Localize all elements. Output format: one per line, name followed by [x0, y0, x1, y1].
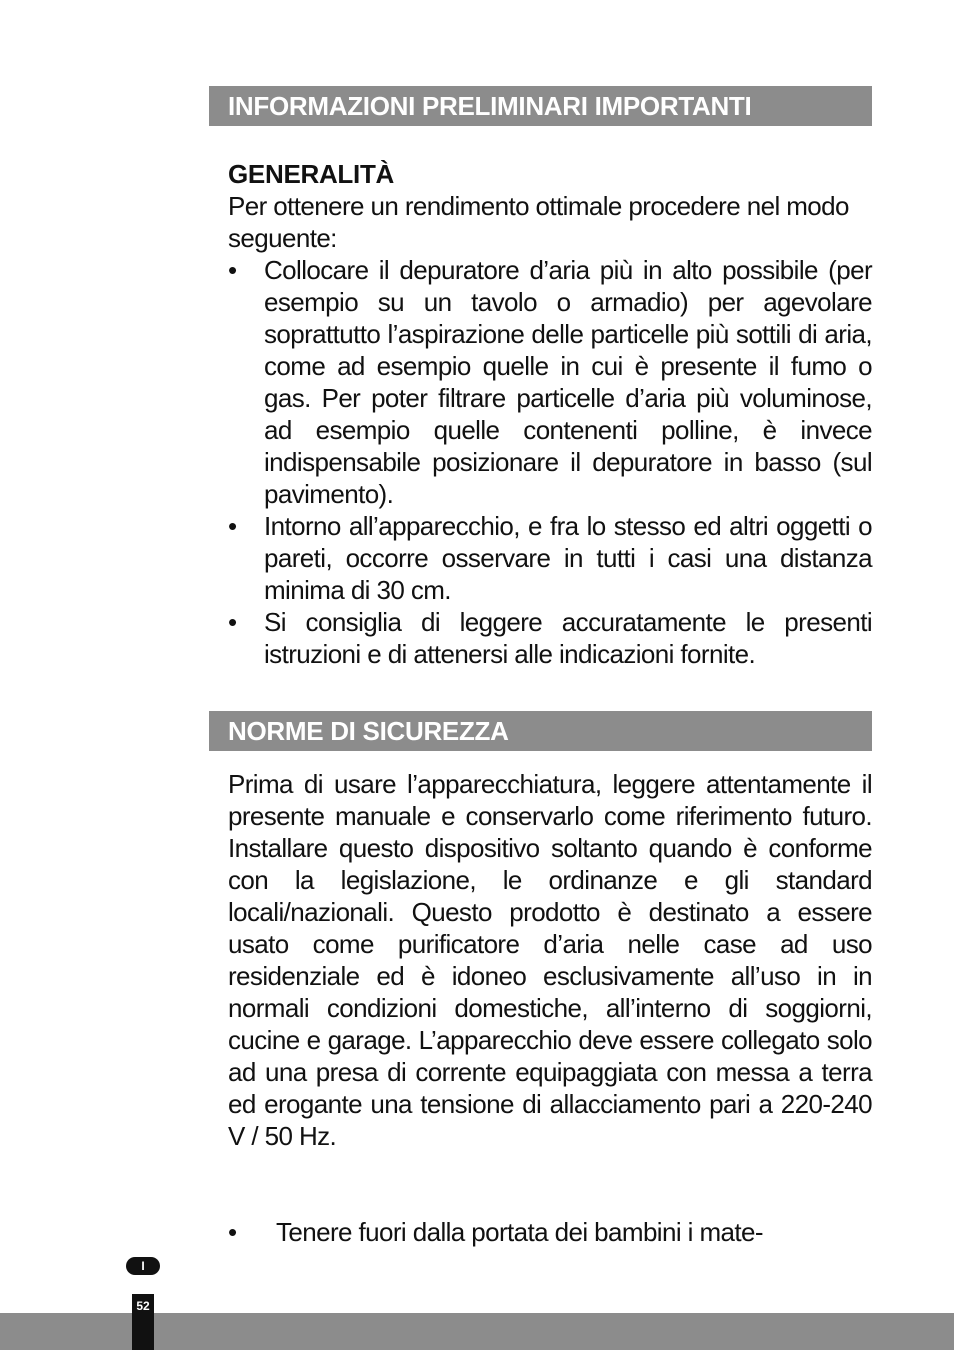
section-header-informazioni	[209, 86, 872, 126]
norme-section	[228, 768, 872, 1152]
bullet-icon: •	[228, 511, 237, 541]
section-title: INFORMAZIONI PRELIMINARI IMPORTANTI	[228, 91, 752, 121]
bullet-icon: •	[228, 255, 237, 285]
generalita-section	[228, 158, 872, 670]
bullet-icon: •	[228, 607, 237, 637]
safety-paragraph: Prima di usare l’apparecchiatura, leggere attentamente il presente manuale e conservarlo come riferimento futuro. Installare questo dispositivo soltanto quando è conforme con la legislazione, le ordinanze e gli standard locali/nazionali. Questo prodotto è destinato a essere usato come purificatore d’aria nelle case ad uso residenziale ed è idoneo esclusivamente all’uso in in normali condizioni domestiche, all’interno di soggiorni, cucine e garage. L’apparecchio deve essere collegato solo ad una presa di corrente equipaggiata con messa a terra ed erogante una tensione di allacciamento pari a 220-240 V / 50 Hz.	[228, 769, 872, 1151]
section-title: NORME DI SICUREZZA	[228, 716, 509, 746]
bullet-icon: •	[228, 1217, 237, 1247]
list-item-text: Intorno all’apparecchio, e fra lo stesso ed altri oggetti o pareti, occorre osservare in tutti i casi una distanza minima di 30 cm.	[264, 511, 872, 605]
intro-paragraph: Per ottenere un rendimento ottimale procedere nel modo seguente:	[228, 191, 849, 253]
list-item-text: Tenere fuori dalla portata dei bambini i mate-	[276, 1217, 763, 1247]
language-badge: I	[126, 1257, 160, 1275]
list-item	[228, 606, 872, 670]
list-item-text: Si consiglia di leggere accuratamente le presenti istruzioni e di attenersi alle indicazioni fornite.	[264, 607, 872, 669]
instruction-list	[228, 254, 872, 670]
list-item-text: Collocare il depuratore d’aria più in alto possibile (per esempio su un tavolo o armadio) per agevolare soprattutto l’aspirazione delle particelle più sottili di aria, come ad esempio quelle in cui è presente il fumo o gas. Per poter filtrare particelle d’aria più voluminose, ad esempio quelle contenenti polline, è invece indispensabile posizionare il depuratore in basso (sul pavimento).	[264, 255, 872, 509]
list-item	[228, 254, 872, 510]
list-item	[228, 510, 872, 606]
subheading-generalita: GENERALITÀ	[228, 159, 395, 189]
section-header-norme	[209, 711, 872, 751]
list-item	[228, 1216, 872, 1248]
page-number: 52	[132, 1294, 154, 1350]
